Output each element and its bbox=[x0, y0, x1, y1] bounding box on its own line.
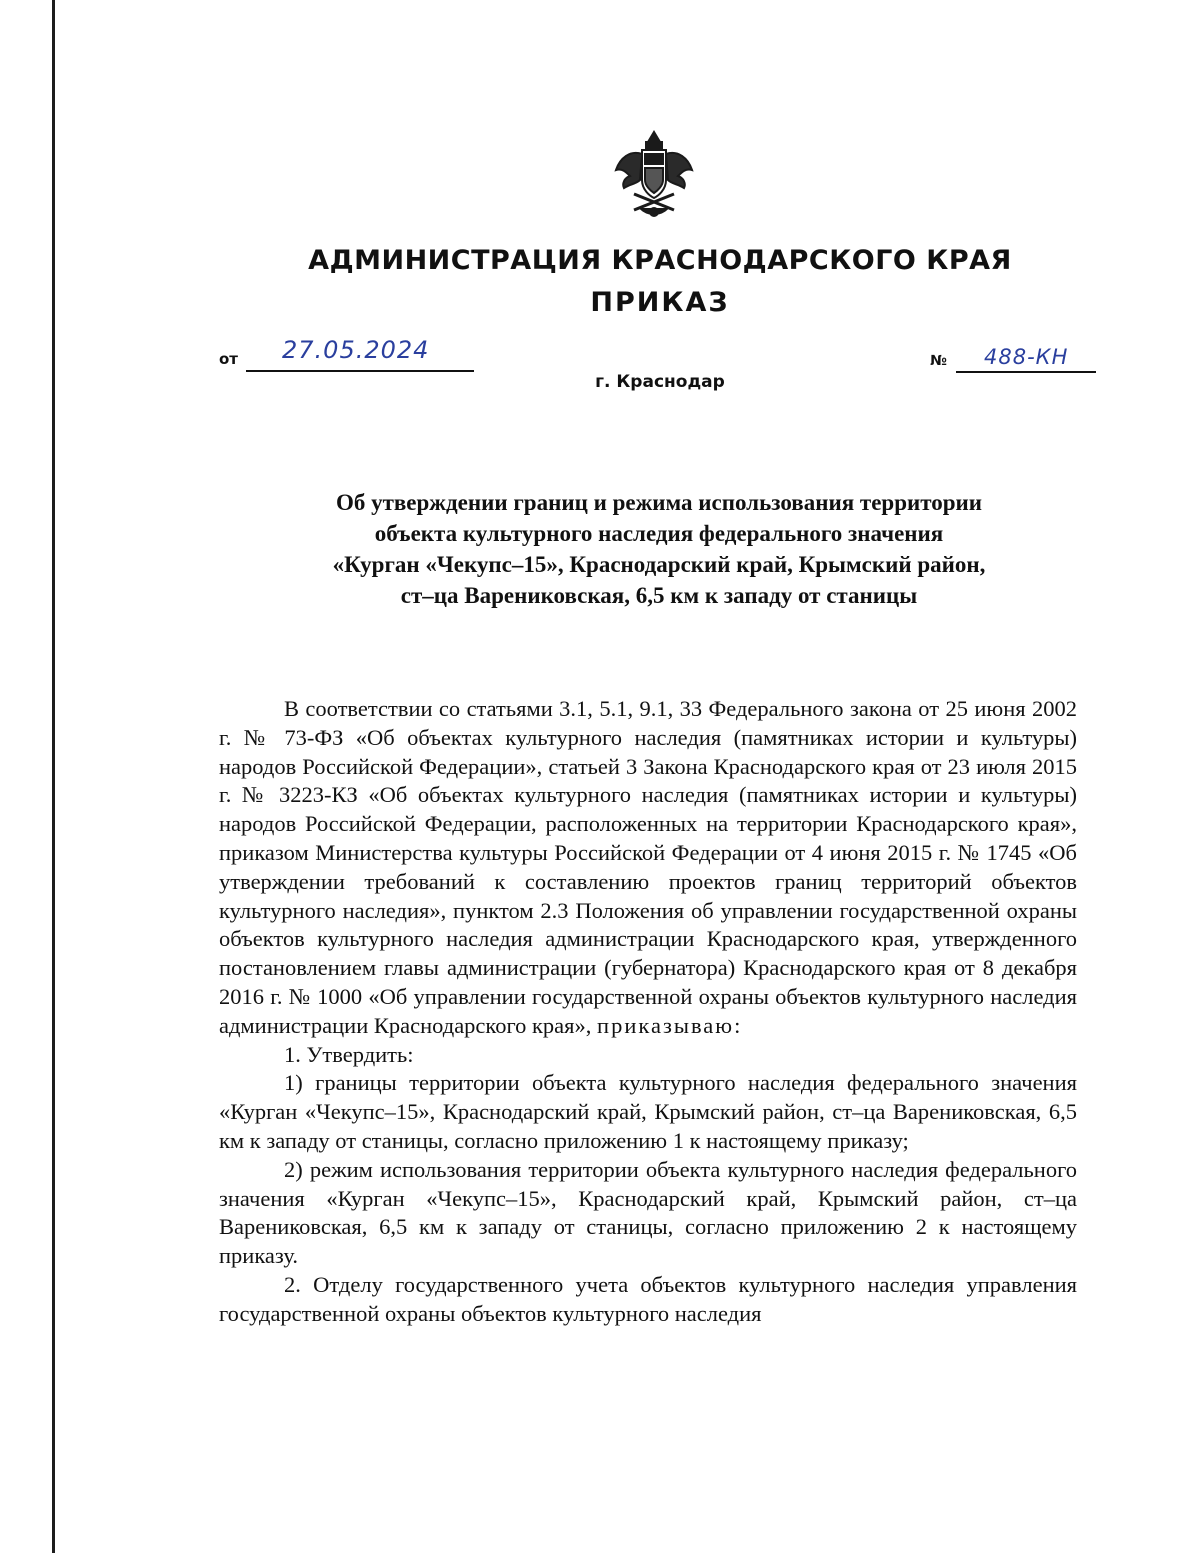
item-1: 1. Утвердить: bbox=[284, 1041, 414, 1067]
document-type: ПРИКАЗ bbox=[590, 287, 730, 318]
subject-line: «Курган «Чекупс–15», Краснодарский край, Крымский район, bbox=[332, 552, 986, 577]
city: г. Краснодар bbox=[595, 372, 725, 392]
item-1-2: 2) режим использования территории объекта культурного наследия федерального значения «Курган «Чекупс–15», Краснодарский край, Крымский район, ст–ца Варениковская, 6,5 км к западу от станицы, согласно приложению 2 к настоящему приказу. bbox=[219, 1156, 1077, 1269]
coat-of-arms-icon bbox=[612, 128, 696, 220]
subject-line: ст–ца Варениковская, 6,5 км к западу от станицы bbox=[400, 583, 918, 608]
subject-line: объекта культурного наследия федерального значения bbox=[374, 521, 944, 546]
preamble-text: В соответствии со статьями 3.1, 5.1, 9.1, 33 Федерального закона от 25 июня 2002 г. № 73-ФЗ «Об объектах культурного наследия (памятниках истории и культуры) народов Российской Федерации», статьей 3 Закона Краснодарского края от 23 июля 2015 г. № 3223-КЗ «Об объектах культурного наследия (памятниках истории и культуры) народов Российской Федерации, расположенных на территории Краснодарского края», приказом Министерства культуры Российской Федерации от 4 июня 2015 г. № 1745 «Об утверждении требований к составлению проектов границ территорий объектов культурного наследия», пунктом 2.3 Положения об управлении государственной охраны объектов культурного наследия администрации Краснодарского края, утвержденного постановлением главы администрации (губернатора) Краснодарского края от 8 декабря 2016 г. № 1000 «Об управлении государственной охраны объектов культурного наследия администрации Краснодарского края», bbox=[219, 696, 1077, 1038]
preamble-paragraph bbox=[219, 695, 1077, 1041]
date-label: от bbox=[219, 350, 238, 368]
subject-line: Об утверждении границ и режима использования территории bbox=[335, 490, 983, 515]
number-label: № bbox=[930, 353, 947, 369]
item-2: 2. Отделу государственного учета объектов культурного наследия управления государственной охраны объектов культурного наследия bbox=[219, 1271, 1077, 1326]
number-underline bbox=[956, 371, 1096, 373]
organization-title: АДМИНИСТРАЦИЯ КРАСНОДАРСКОГО КРАЯ bbox=[308, 245, 1012, 276]
date-value: 27.05.2024 bbox=[282, 336, 430, 364]
item-1-1: 1) границы территории объекта культурного наследия федерального значения «Курган «Чекупс–15», Краснодарский край, Крымский район, ст–ца Варениковская, 6,5 км к западу от станицы, согласно приложению 1 к настоящему приказу; bbox=[219, 1070, 1077, 1153]
document-body bbox=[219, 695, 1077, 1329]
order-word: приказываю: bbox=[597, 1012, 743, 1038]
scan-edge bbox=[52, 0, 55, 1553]
document-subject bbox=[219, 487, 1099, 611]
number-value: 488-КН bbox=[984, 345, 1069, 369]
date-underline bbox=[246, 370, 474, 372]
